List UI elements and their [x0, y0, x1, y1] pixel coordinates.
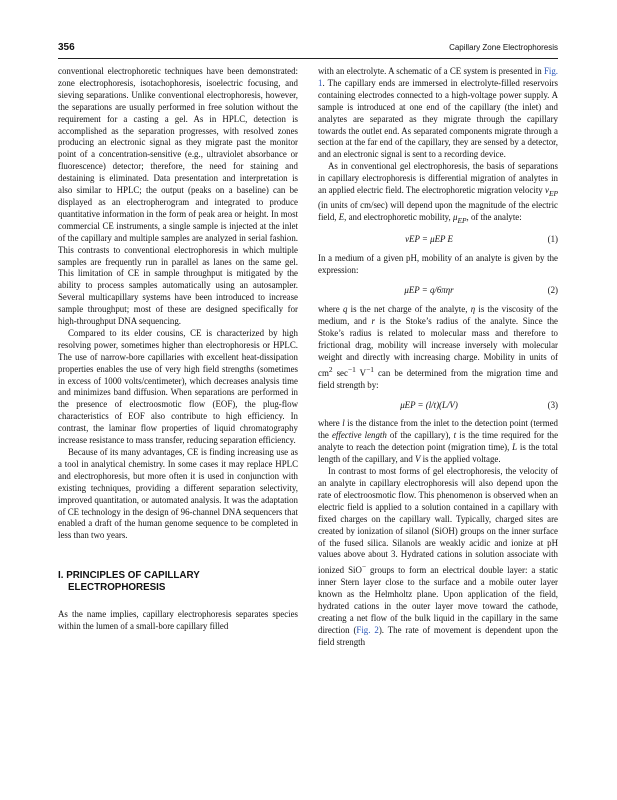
paragraph: As in conventional gel electrophoresis, the basis of separations in capillary electrophoresis is differential migration of analytes in an applied electric field. The electrophoretic migration velocity $v_{EP}$ (in units of cm/sec) will depend upon the magnitude of the electric field, E, and electrophoretic mobility, $\mu_{EP}$, of the analyte:: [318, 161, 558, 225]
equation-number: (2): [547, 285, 558, 296]
equation-3: [318, 398, 558, 412]
equation-expression: μEP = (l/t)(L/V): [400, 399, 458, 410]
left-column: [58, 66, 298, 633]
equation-expression: μEP = q/6πηr: [404, 285, 454, 296]
figure-link[interactable]: Fig. 1: [318, 66, 558, 88]
equation-2: [318, 284, 558, 298]
right-column: [318, 66, 558, 649]
equation-number: (1): [547, 234, 558, 245]
section-title-line1: PRINCIPLES OF CAPILLARY: [66, 570, 200, 582]
section-number: I.: [58, 570, 64, 582]
paragraph: In contrast to most forms of gel electrophoresis, the velocity of an analyte in capillary electrophoresis will also depend upon the rate of electroosmotic flow. This phenomenon is observed when an electric field is applied to a solution contained in a capillary with fixed charges on the capillary wall. Typically, charged sites are created by ionization of silanol (SiOH) groups on the inner surface of the fused silica. Silanols are weakly acidic and ionize at pH values above about 3. Hydrated cations in solution associate with ionized SiO− groups to form an electrical double layer: a static inner Stern layer close to the surface and a mobile outer layer known as the Helmholtz plane. Upon application of the field, hydrated cations in the outer layer move toward the cathode, creating a net flow of the bulk liquid in the capillary in the same direction (Fig. 2). The rate of movement is dependent upon the field strength: [318, 466, 559, 647]
section-heading: [58, 570, 298, 594]
paragraph: where q is the net charge of the analyte, η is the viscosity of the medium, and r is the Stoke’s radius of the analyte. Since the Stoke’s radius is related to molecular mass and therefore to frictional drag, mobility will increase inversely with molecular weight and directly with increasing charge. Mobility in units of $cm^2$ $\sec^{-1} V^{-1}$ can be determined from the migration time and field strength by:: [318, 304, 558, 390]
equation-expression: vEP = μEP E: [405, 234, 453, 245]
paragraph: where l is the distance from the inlet to the detection point (termed the effective length of the capillary), t is the time required for the analyte to reach the detection point (migration time), L is the total length of the capillary, and V is the applied voltage.: [318, 418, 559, 465]
paragraph: Because of its many advantages, CE is finding increasing use as a tool in analytical chemistry. In some cases it may replace HPLC and electrophoresis, but more often it is used in conjunction with existing techniques, providing a different separation selectivity, improved quantitation, or automated analysis. It was the adaptation of CE technology in the design of 96-channel DNA sequencers that enabled a draft of the human genome sequence to be completed in less than two years.: [58, 447, 298, 541]
figure-link[interactable]: Fig. 2: [356, 624, 379, 635]
section-title-line2: ELECTROPHORESIS: [68, 582, 166, 594]
paragraph: conventional electrophoretic techniques have been demonstrated: zone electrophoresis, isotachophoresis, isoelectric focusing, and sieving separations. Unlike conventional electrophoresis, however, the separations are usually performed in free solution without the requirement for a casting a gel. As in HPLC, detection is accomplished as the separation progresses, with resolved zones producing an electronic signal as they migrate past the monitor point of a concentration-sensitive (e.g., ultraviolet absorbance or fluorescence) detector; therefore, the need for staining and destaining is eliminated. Data presentation and interpretation is also similar to HPLC; the output (peaks on a baseline) can be displayed as an electropherogram and integrated to produce quantitative information in the form of peak area or height. In most commercial CE instruments, a single sample is injected at the inlet of the capillary and multiple samples are analyzed in serial fashion. This contrasts to conventional electrophoresis in which multiple samples are frequently run in parallel as lanes on the same gel. This limitation of CE in sample throughput is mitigated by the ability to process samples automatically using an autosampler. Several multicapillary systems have been introduced to increase sample throughput; most of these are designed specifically for high-throughput DNA sequencing.: [58, 66, 298, 327]
equation-1: [318, 233, 558, 247]
paragraph: In a medium of a given pH, mobility of an analyte is given by the expression:: [318, 253, 558, 276]
paragraph: with an electrolyte. A schematic of a CE system is presented in Fig. 1. The capillary ends are immersed in electrolyte-filled reservoirs containing electrodes connected to a high-voltage power supply. A sample is introduced at one end of the capillary (the inlet) and analytes are separated as they migrate through the capillary towards the outlet end. As separated components migrate through a section at the far end of the capillary, they are sensed by a detector, and an electronic signal is sent to a recording device.: [318, 66, 558, 160]
paragraph: Compared to its elder cousins, CE is characterized by high resolving power, sometimes higher than electrophoresis or HPLC. The use of narrow-bore capillaries with excellent heat-dissipation properties enables the use of very high field strengths (sometimes in excess of 1000 volts/centimeter), which decreases analysis time and minimizes band diffusion. When separations are performed in the presence of electroosmotic flow (EOF), the plug-flow characteristics of EOF also contribute to high efficiency. In contrast, the laminar flow properties of liquid chromatography increase resistance to mass transfer, reducing separation efficiency.: [58, 327, 298, 446]
equation-number: (3): [547, 399, 558, 410]
page-number: 356: [58, 42, 75, 53]
header-rule: [58, 58, 558, 59]
page-header: [58, 42, 558, 56]
running-title: Capillary Zone Electrophoresis: [449, 43, 558, 52]
paragraph: As the name implies, capillary electrophoresis separates species within the lumen of a small-bore capillary filled: [58, 609, 298, 632]
